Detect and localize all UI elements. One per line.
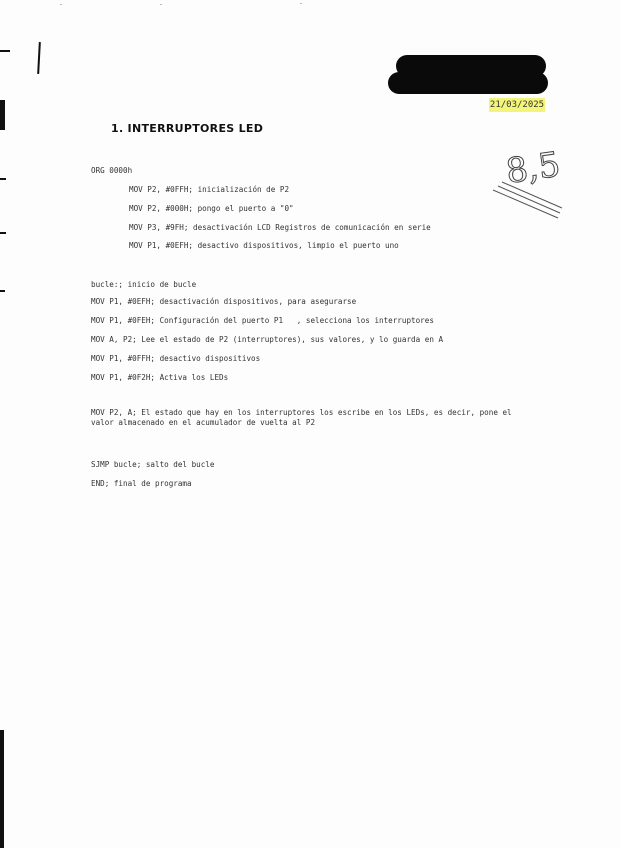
code-line: bucle:; inicio de bucle (91, 280, 197, 289)
code-line: MOV P2, #0FFH; inicialización de P2 (129, 185, 290, 194)
grade-text: 8,5 (503, 144, 563, 192)
scan-mark (0, 290, 5, 292)
scan-mark (0, 100, 5, 130)
code-line: MOV P3, #9FH; desactivación LCD Registros de comunicación en serie (129, 223, 431, 232)
scan-speck (60, 4, 62, 5)
code-line: SJMP bucle; salto del bucle (91, 460, 215, 469)
redacted-name (388, 72, 548, 94)
scan-mark (37, 42, 41, 74)
scan-mark (0, 178, 6, 180)
handwritten-grade (488, 138, 583, 228)
code-line: MOV P1, #0FEH; Configuración del puerto P1 , selecciona los interruptores (91, 316, 434, 325)
code-line: MOV P2, A; El estado que hay en los interruptores los escribe en los LEDs, es decir, pone el valor almacenado en el acumulador de vuelta al P2 (91, 408, 512, 427)
code-line: ORG 0000h (91, 166, 133, 175)
scan-speck (300, 3, 302, 4)
section-title: 1. INTERRUPTORES LED (111, 122, 264, 135)
code-line: MOV P2, #000H; pongo el puerto a "0" (129, 204, 294, 213)
scan-mark (0, 50, 10, 52)
code-line: MOV P1, #0EFH; desactivo dispositivos, limpio el puerto uno (129, 241, 399, 250)
date-label: 21/03/2025 (489, 100, 545, 110)
scan-mark (0, 232, 6, 234)
code-line: MOV P1, #0FFH; desactivo dispositivos (91, 354, 261, 363)
code-line: END; final de programa (91, 479, 192, 488)
scan-speck (160, 4, 162, 5)
code-line: MOV P1, #0F2H; Activa los LEDs (91, 373, 229, 382)
code-line: MOV A, P2; Lee el estado de P2 (interruptores), sus valores, y lo guarda en A (91, 335, 444, 344)
scan-mark (0, 730, 4, 848)
code-line: MOV P1, #0EFH; desactivación dispositivos, para asegurarse (91, 297, 357, 306)
